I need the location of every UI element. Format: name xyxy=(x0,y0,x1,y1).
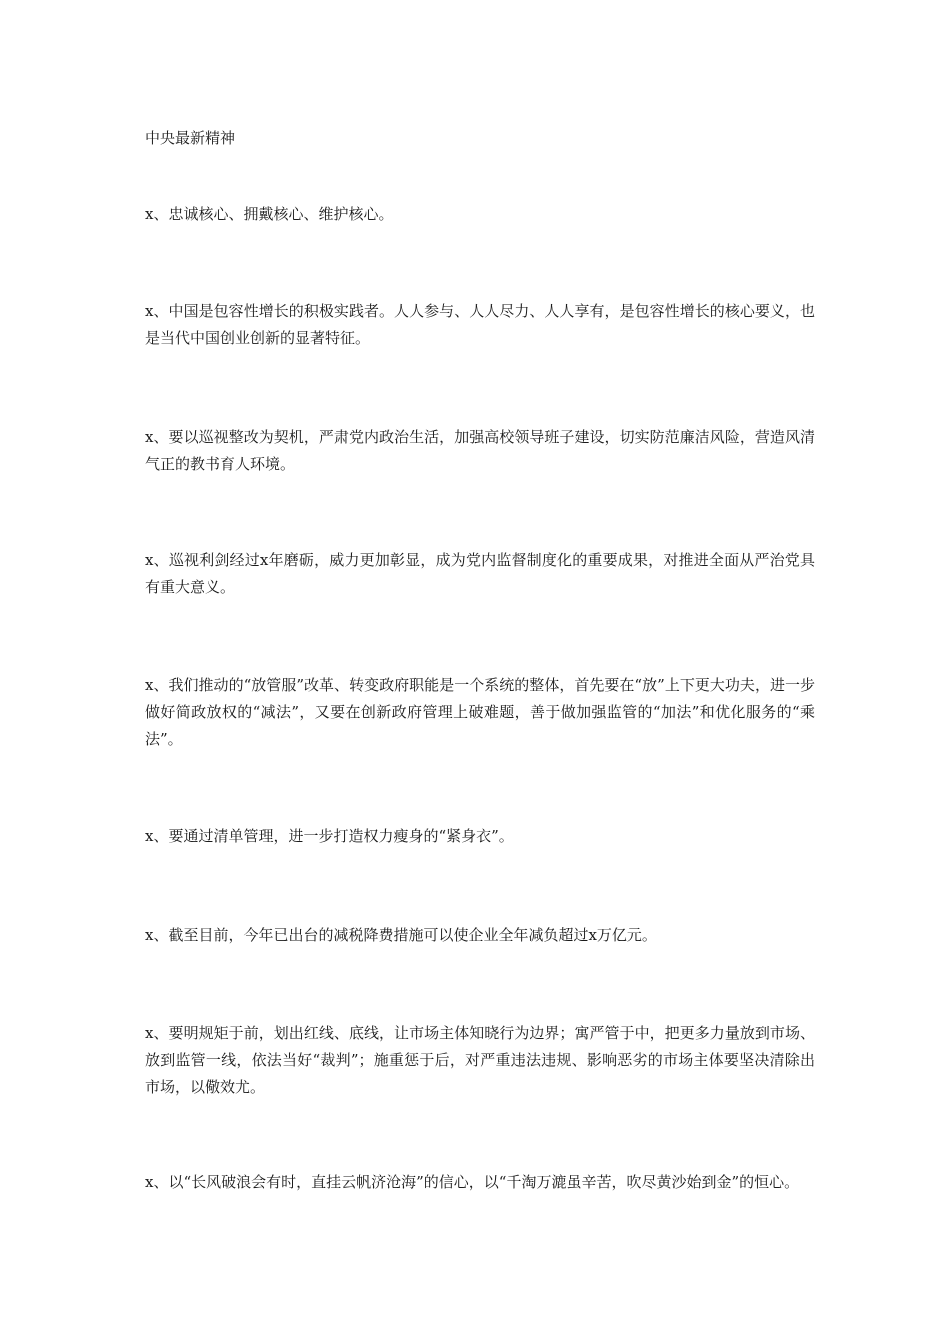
document-title: 中央最新精神 xyxy=(145,129,236,147)
paragraph-9: x、以“长风破浪会有时，直挂云帆济沧海”的信心，以“千淘万漉虽辛苦，吹尽黄沙始到金”的恒心。 xyxy=(145,1173,800,1191)
paragraph-2: x、中国是包容性增长的积极实践者。人人参与、人人尽力、人人享有，是包容性增长的核心要义，也是当代中国创业创新的显著特征。 xyxy=(145,302,815,347)
paragraph-3: x、要以巡视整改为契机，严肃党内政治生活，加强高校领导班子建设，切实防范廉洁风险，营造风清气正的教书育人环境。 xyxy=(145,428,815,473)
paragraph-1: x、忠诚核心、拥戴核心、维护核心。 xyxy=(145,205,394,223)
paragraph-8: x、要明规矩于前，划出红线、底线，让市场主体知晓行为边界；寓严管于中，把更多力量放到市场、放到监管一线，依法当好“裁判”；施重惩于后，对严重违法违规、影响恶劣的市场主体要坚决清除出市场，以儆效尤。 xyxy=(145,1024,815,1096)
paragraph-7: x、截至目前，今年已出台的减税降费措施可以使企业全年减负超过x万亿元。 xyxy=(145,926,657,944)
paragraph-4: x、巡视利剑经过x年磨砺，威力更加彰显，成为党内监督制度化的重要成果，对推进全面从严治党具有重大意义。 xyxy=(145,551,815,596)
paragraph-5: x、我们推动的“放管服”改革、转变政府职能是一个系统的整体，首先要在“放”上下更大功夫，进一步做好简政放权的“减法”，又要在创新政府管理上破难题，善于做加强监管的“加法”和优化服务的“乘法”。 xyxy=(145,676,815,748)
paragraph-6: x、要通过清单管理，进一步打造权力瘦身的“紧身衣”。 xyxy=(145,827,514,845)
